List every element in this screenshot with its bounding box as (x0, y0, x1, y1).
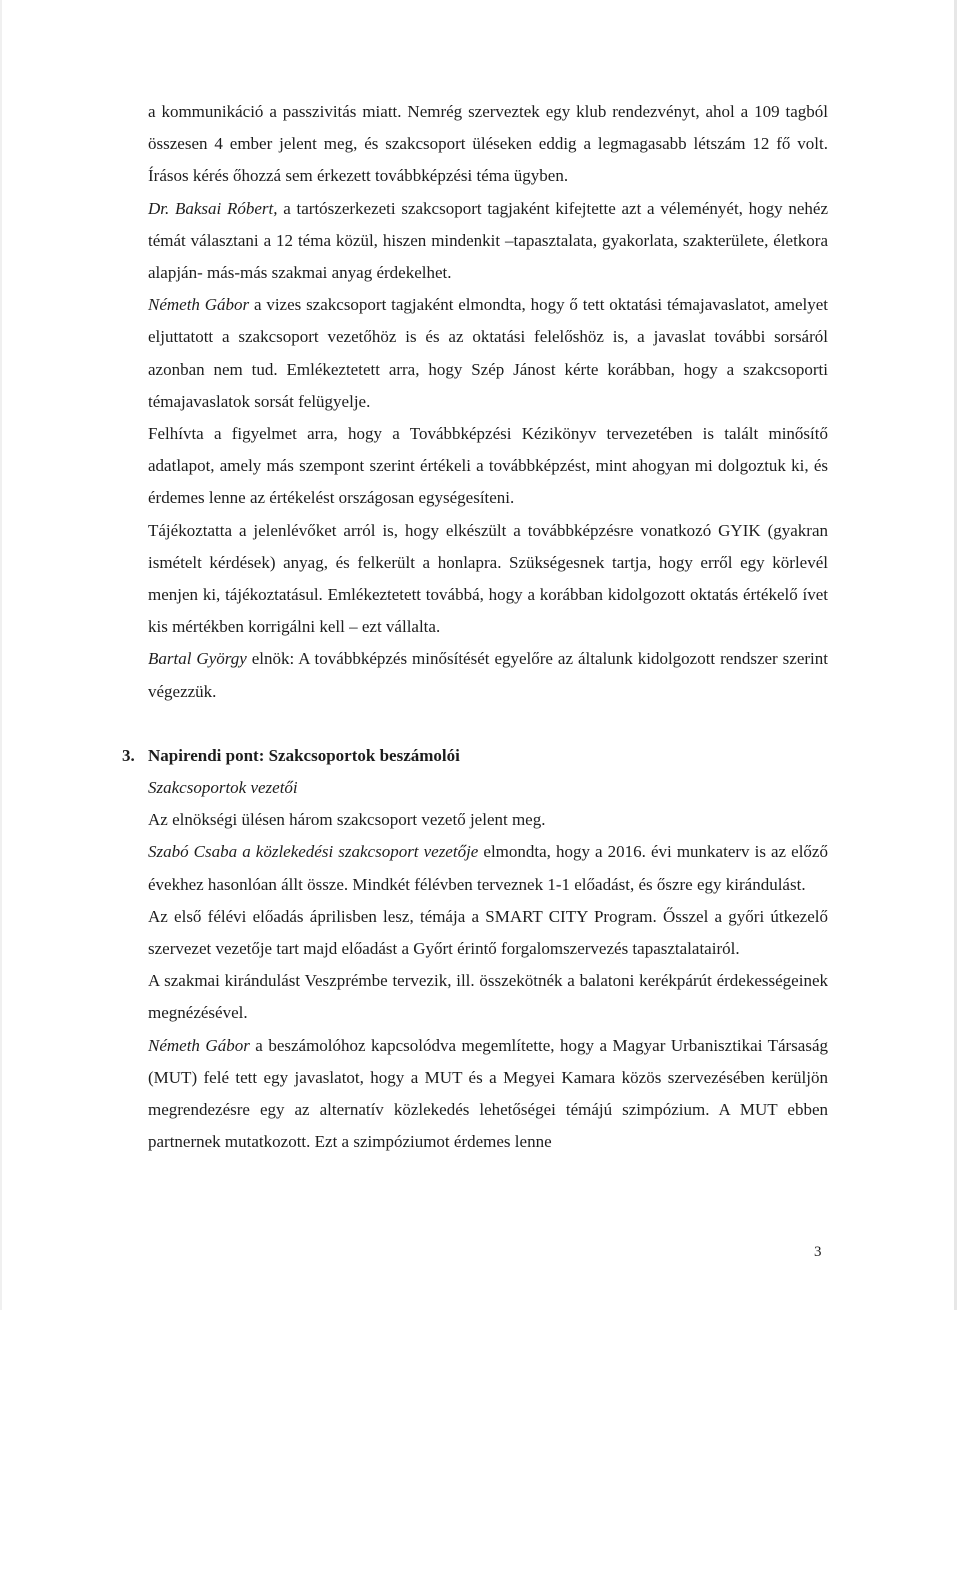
paragraph-gyik: Tájékoztatta a jelenlévőket arról is, hogy elkészült a továbbképzésre vonatkozó GYIK (gyakran ismételt kérdések) anyag, és felkerült a honlapra. Szükségesnek tartja, hogy erről egy körlevél menjen ki, tájékoztatásul. Emlékeztetett továbbá, hogy a korábban kidolgozott oktatás értékelő ívet kis mértékben korrigálni kell – ezt vállalta. (148, 520, 828, 637)
paragraph-attendance: Az elnökségi ülésen három szakcsoport vezető jelent meg. (148, 810, 546, 830)
paragraph-text: a beszámolóhoz kapcsolódva megemlítette, hogy a Magyar Urbanisztikai Társaság (MUT) felé tett egy javaslatot, hogy a MUT és a Megyei Kamara közös szervezésében kerüljön megrendezésre egy az alternatív közlekedés lehetőségei témájú szimpózium. A MUT ebben partnernek mutatkozott. Ezt a szimpóziumot érdemes lenne (148, 1035, 829, 1152)
person-name: Németh Gábor (148, 1035, 250, 1055)
paragraph-handbook: Felhívta a figyelmet arra, hogy a Továbbképzési Kézikönyv tervezetében is talált minősítő adatlapot, amely más szempont szerint értékeli a továbbképzést, mint ahogyan mi dolgoztuk ki, és érdemes lenne az értékelést országosan egységesíteni. (148, 424, 828, 508)
paragraph-text: elmondta, hogy a 2016. évi munkaterv is az előző évekhez hasonlóan állt össze. Mindkét félévben terveznek 1-1 előadást, és őszre egy kirándulást. (148, 842, 828, 894)
page-number: 3 (814, 1244, 822, 1260)
paragraph-communication: a kommunikáció a passzivitás miatt. Nemrég szerveztek egy klub rendezvényt, ahol a 109 tagból összesen 4 ember jelent meg, és szakcsoport üléseken eddig a legmagasabb létszám 12 fő volt. Írásos kérés őhozzá sem érkezett továbbképzési téma ügyben. (148, 102, 828, 186)
document-body (122, 96, 829, 1159)
paragraph-nemeth (148, 289, 828, 418)
person-name: Dr. Baksai Róbert, (148, 198, 278, 218)
section-title: Napirendi pont: Szakcsoportok beszámolói (148, 745, 460, 765)
section-subtitle: Szakcsoportok vezetői (148, 778, 298, 798)
paragraph-bartal (148, 643, 828, 707)
paragraph-excursion: A szakmai kirándulást Veszprémbe tervezik, ill. összekötnék a balatoni kerékpárút érdekességeinek megnézésével. (148, 971, 828, 1023)
person-name: Bartal György (148, 649, 247, 669)
paragraph-text: a vizes szakcsoport tagjaként elmondta, hogy ő tett oktatási témajavaslatot, amelyet eljuttatott a szakcsoport vezetőhöz is és az oktatási felelőshöz is, a javaslat további sorsáról azonban nem tud. Emlékeztetett arra, hogy Szép Jánost kérte korábban, hogy a szakcsoporti témajavaslatok sorsát felügyelje. (148, 295, 828, 411)
paragraph-szabo (148, 836, 828, 900)
person-name: Szabó Csaba a közlekedési szakcsoport vezetője (148, 842, 479, 862)
paragraph-baksai (148, 193, 828, 290)
paragraph-mut (148, 1030, 828, 1159)
section-number: 3. (122, 745, 135, 765)
paragraph-text: a tartószerkezeti szakcsoport tagjaként kifejtette azt a véleményét, hogy nehéz témát választani a 12 téma közül, hiszen mindenkit –tapasztalata, gyakorlata, szakterülete, életkora alapján- más-más szakmai anyag érdekelhet. (148, 198, 829, 283)
paragraph-text: elnök: A továbbképzés minősítését egyelőre az általunk kidolgozott rendszer szerint végezzük. (148, 649, 828, 701)
paragraph-smart-city: Az első félévi előadás áprilisben lesz, témája a SMART CITY Program. Ősszel a győri útkezelő szervezet vezetője tart majd előadást a Győrt érintő forgalomszervezés tapasztalatairól. (148, 906, 828, 959)
section-heading (122, 740, 802, 772)
person-name: Németh Gábor (148, 295, 250, 315)
